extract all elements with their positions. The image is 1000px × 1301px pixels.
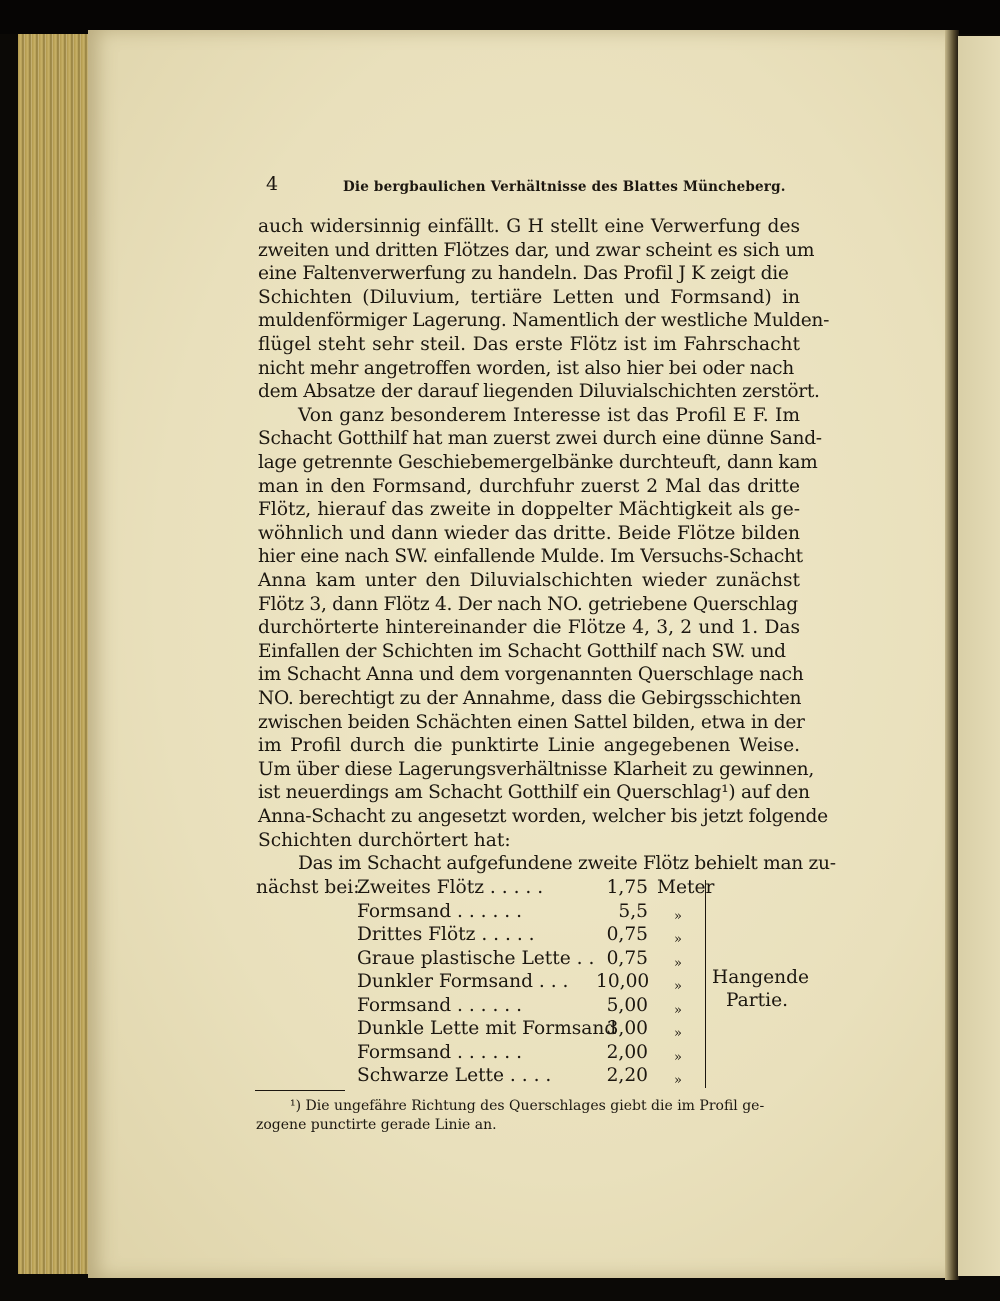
table-row-label: Graue plastische Lette . . bbox=[357, 947, 595, 969]
table-row-label: Dunkler Formsand . . . bbox=[357, 971, 569, 992]
body-line: muldenförmiger Lagerung. Namentlich der westliche Mulden- bbox=[258, 310, 830, 332]
body-line: flügel steht sehr steil. Das erste Flötz ist im Fahrschacht bbox=[258, 334, 800, 355]
body-line: Um über diese Lagerungsverhältnisse Klarheit zu gewinnen, bbox=[258, 758, 814, 780]
table-row-value: 5,5 bbox=[618, 900, 648, 922]
table-row-unit: » bbox=[674, 955, 682, 971]
table-row-unit: » bbox=[674, 979, 682, 994]
body-line: ist neuerdings am Schacht Gotthilf ein Querschlag¹) auf den bbox=[258, 782, 810, 804]
table-row-value: 3,00 bbox=[606, 1018, 648, 1039]
body-line: Einfallen der Schichten im Schacht Gotthilf nach SW. und bbox=[258, 640, 786, 662]
body-line: durchörterte hintereinander die Flötze 4, 3, 2 und 1. Das bbox=[258, 617, 800, 639]
table-row-value: 0,75 bbox=[606, 947, 648, 969]
table-row-label: Formsand . . . . . . bbox=[357, 994, 523, 1016]
table-row-unit: » bbox=[674, 1073, 682, 1088]
body-line: zweiten und dritten Flötzes dar, und zwar scheint es sich um bbox=[258, 239, 815, 261]
body-line: Schichten durchörtert hat: bbox=[258, 829, 511, 851]
body-line: zwischen beiden Schächten einen Sattel bilden, etwa in der bbox=[258, 711, 805, 733]
body-line: Das im Schacht aufgefundene zweite Flötz behielt man zu- bbox=[298, 853, 836, 875]
table-row-label: Formsand . . . . . . bbox=[357, 900, 523, 922]
brace-label-hangende: Hangende bbox=[712, 967, 810, 988]
table-row-unit: » bbox=[674, 908, 682, 924]
brace-label-partie: Partie. bbox=[726, 990, 788, 1011]
body-line: im Profil durch die punktirte Linie angegebenen Weise. bbox=[258, 735, 800, 757]
scan-background-top bbox=[0, 0, 1000, 34]
table-intro: nächst bei: bbox=[256, 877, 360, 898]
body-line: man in den Formsand, durchfuhr zuerst 2 Mal das dritte bbox=[258, 475, 800, 497]
footnote-rule bbox=[255, 1090, 345, 1091]
body-line: Flötz 3, dann Flötz 4. Der nach NO. getriebene Querschlag bbox=[258, 593, 798, 615]
body-line: eine Faltenverwerfung zu handeln. Das Profil J K zeigt die bbox=[258, 263, 789, 285]
body-line: Flötz, hierauf das zweite in doppelter Mächtigkeit als ge- bbox=[258, 499, 800, 521]
table-row-unit: » bbox=[674, 1002, 682, 1018]
body-line: Anna kam unter den Diluvialschichten wieder zunächst bbox=[258, 570, 800, 591]
table-row-value: 1,75 bbox=[606, 877, 648, 898]
page-number: 4 bbox=[266, 173, 279, 195]
footnote-line-2: zogene punctirte gerade Linie an. bbox=[256, 1117, 497, 1133]
footnote-line-1: ¹) Die ungefähre Richtung des Querschlages giebt die im Profil ge- bbox=[290, 1098, 765, 1114]
table-row-label: Drittes Flötz . . . . . bbox=[357, 924, 535, 945]
body-line: im Schacht Anna und dem vorgenannten Querschlage nach bbox=[258, 664, 804, 686]
body-line: Schacht Gotthilf hat man zuerst zwei durch eine dünne Sand- bbox=[258, 428, 822, 450]
body-line: wöhnlich und dann wieder das dritte. Beide Flötze bilden bbox=[258, 522, 800, 544]
table-row-unit: » bbox=[674, 1026, 682, 1041]
book-gutter bbox=[945, 30, 959, 1280]
body-line: dem Absatze der darauf liegenden Diluvialschichten zerstört. bbox=[258, 381, 820, 403]
body-line: nicht mehr angetroffen worden, ist also hier bei oder nach bbox=[258, 357, 794, 379]
brace-bracket bbox=[705, 880, 711, 1088]
body-line: auch widersinnig einfällt. G H stellt eine Verwerfung des bbox=[258, 216, 800, 237]
table-row-label: Zweites Flötz . . . . . bbox=[357, 877, 544, 898]
table-row-value: 10,00 bbox=[596, 971, 650, 992]
table-row-value: 5,00 bbox=[606, 994, 648, 1016]
body-line: hier eine nach SW. einfallende Mulde. Im Versuchs-Schacht bbox=[258, 546, 803, 568]
table-row-value: 2,00 bbox=[606, 1041, 648, 1063]
table-row-value: 0,75 bbox=[606, 924, 648, 945]
facing-page-edge bbox=[958, 36, 1000, 1276]
body-line: lage getrennte Geschiebemergelbänke durchteuft, dann kam bbox=[258, 452, 818, 473]
table-row-unit: » bbox=[674, 1049, 682, 1065]
body-line: Schichten (Diluvium, tertiäre Letten und Formsand) in bbox=[258, 286, 800, 308]
body-line: Anna-Schacht zu angesetzt worden, welcher bis jetzt folgende bbox=[258, 806, 828, 827]
table-row-unit: » bbox=[674, 932, 682, 947]
running-title: Die bergbaulichen Verhältnisse des Blattes Müncheberg. bbox=[343, 179, 786, 195]
table-row-label: Dunkle Lette mit Formsand bbox=[357, 1018, 617, 1039]
table-row-unit: Meter bbox=[657, 877, 715, 898]
body-line: NO. berechtigt zu der Annahme, dass die Gebirgsschichten bbox=[258, 688, 802, 709]
table-row-label: Schwarze Lette . . . . bbox=[357, 1065, 552, 1086]
table-row-value: 2,20 bbox=[606, 1065, 648, 1086]
table-row-label: Formsand . . . . . . bbox=[357, 1041, 523, 1063]
body-line: Von ganz besonderem Interesse ist das Profil E F. Im bbox=[298, 404, 800, 426]
